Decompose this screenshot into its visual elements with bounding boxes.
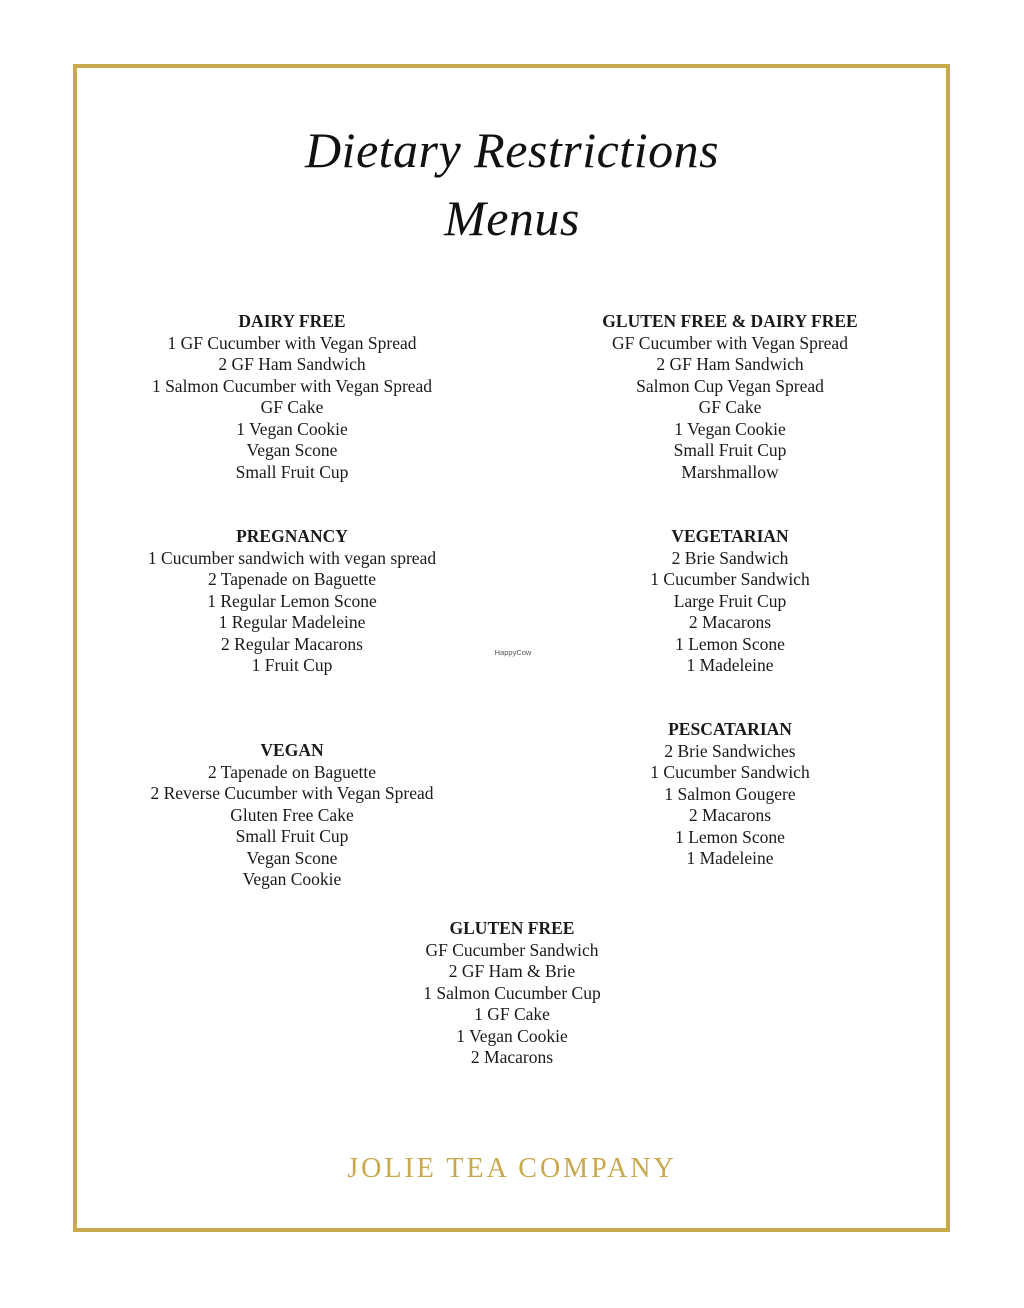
menu-item: 2 Tapenade on Baguette (207, 761, 377, 782)
menu-item: Vegan Scone (246, 440, 338, 460)
menu-item: 1 Lemon Scone (675, 826, 785, 847)
menu-item: 1 Regular Madeleine (218, 612, 366, 632)
menu-item: 1 Salmon Gougere (664, 783, 796, 804)
menu-item: Small Fruit Cup (673, 440, 787, 460)
menu-item: Large Fruit Cup (673, 590, 787, 611)
menu-item: 2 Macarons (470, 1047, 554, 1067)
menu-item: GF Cake (260, 397, 324, 417)
menu-item: 1 GF Cucumber with Vegan Spread (167, 332, 417, 353)
menu-item: 1 Fruit Cup (251, 655, 333, 675)
menu-item: 1 GF Cake (474, 1004, 550, 1024)
menu-item: 1 Vegan Cookie (674, 418, 786, 439)
menu-item: 2 GF Ham Sandwich (218, 354, 366, 374)
menu-item: Marshmallow (681, 461, 779, 482)
menu-section-pescatarian (520, 719, 940, 870)
section-heading: VEGETARIAN (671, 526, 789, 546)
section-heading: DAIRY FREE (238, 311, 346, 331)
menu-item: 1 Cucumber Sandwich (650, 762, 810, 782)
menu-item: 1 Cucumber Sandwich (650, 569, 810, 589)
section-heading: GLUTEN FREE (449, 918, 575, 938)
happycow-watermark: HappyCow (494, 648, 532, 657)
brand-name: JOLIE TEA COMPANY (347, 1153, 677, 1184)
menu-item: 1 Madeleine (686, 848, 774, 868)
menu-item: Small Fruit Cup (235, 826, 349, 846)
menu-item: 1 Vegan Cookie (456, 1025, 568, 1046)
menu-item: 1 Cucumber sandwich with vegan spread (147, 547, 437, 568)
menu-item: 2 Brie Sandwiches (664, 740, 796, 761)
section-heading: PESCATARIAN (668, 719, 792, 739)
menu-item: 2 Regular Macarons (221, 633, 363, 654)
menu-section-vegan (82, 740, 502, 891)
menu-item: Vegan Cookie (242, 869, 342, 889)
menu-item: GF Cucumber Sandwich (425, 939, 599, 960)
menu-item: 1 Salmon Cucumber Cup (423, 982, 601, 1003)
menu-item: Salmon Cup Vegan Spread (636, 375, 824, 396)
menu-section-dairy-free (82, 311, 502, 483)
menu-item: 2 Reverse Cucumber with Vegan Spread (150, 783, 434, 803)
menu-section-gluten-dairy-free (520, 311, 940, 483)
menu-item: Gluten Free Cake (230, 804, 354, 825)
menu-item: GF Cake (698, 397, 762, 417)
page-title-line1: Dietary Restrictions (304, 122, 720, 178)
menu-section-vegetarian (520, 526, 940, 677)
menu-item: 1 Vegan Cookie (236, 418, 348, 439)
menu-item: 2 Tapenade on Baguette (207, 569, 377, 589)
menu-item: 2 GF Ham Sandwich (656, 354, 804, 374)
menu-item: 1 Salmon Cucumber with Vegan Spread (151, 375, 433, 396)
section-heading: PREGNANCY (236, 526, 348, 546)
section-heading: VEGAN (260, 740, 324, 760)
menu-item: 2 Brie Sandwich (671, 547, 789, 568)
menu-section-pregnancy (82, 526, 502, 677)
menu-item: 1 Lemon Scone (675, 633, 785, 654)
menu-item: 1 Regular Lemon Scone (207, 590, 377, 611)
page-title-line2: Menus (444, 190, 580, 246)
menu-item: Small Fruit Cup (235, 461, 349, 482)
menu-item: GF Cucumber with Vegan Spread (612, 332, 848, 353)
menu-section-gluten-free (302, 918, 722, 1069)
menu-item: 2 Macarons (688, 805, 772, 825)
menu-item: 2 Macarons (688, 612, 772, 632)
menu-item: Vegan Scone (246, 847, 338, 868)
menu-item: 2 GF Ham & Brie (448, 961, 576, 981)
menu-item: 1 Madeleine (686, 655, 774, 675)
section-heading: GLUTEN FREE & DAIRY FREE (602, 311, 858, 331)
